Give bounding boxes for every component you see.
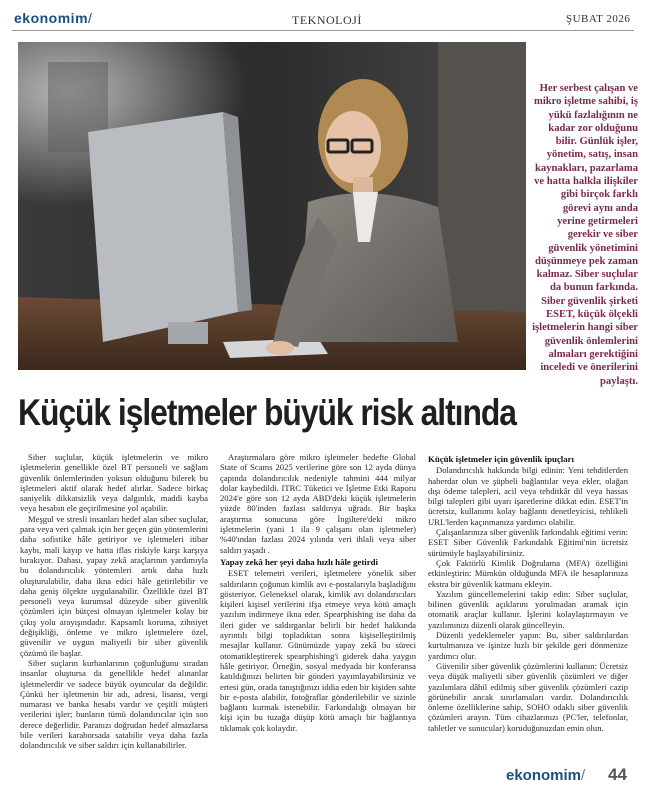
paragraph: Meşgul ve stresli insanları hedef alan siber suçlular, para veya veri çalmak için her geçen gün yöntemlerini daha sofistike hâle getiriyor ve işletmeleri itibar kaybı, mali kayıp ve hatta iflas riskiyle karşı karşıya bırakıyor. Dahası, yapay zekâ araçlarının yardımıyla bu dolandırıcılık yöntemleri artık daha hızlı oluşturulabilir, daha ikna edici hâle getirilebilir ve daha geniş ölçekte uygulanabilir. Özellikle özel BT personeli veya kurumsal düzeyde siber güvenlik çözümleri için bütçesi olmayan işletmeler kolay bir çıkış yolu arayışındadır. Kapsamlı koruma, zihniyet değişikliği, önleme ve mikro işletmelere özel, güvenilir ve uygun maliyetli bir siber güvenlik çözümü ile başlar. [20,513,208,658]
paragraph: ESET telemetri verileri, işletmelere yönelik siber saldırıların çoğunun kimlik avı e-postalarıyla başladığını gösteriyor. Geleneksel olarak, kimlik avı dolandırıcıları kişileri kişisel verilerini ifşa etmeye veya kötü amaçlı yazılım indirmeye ikna eder. Spearphishing ise daha da ileri gider ve saldırganlar belirli bir hedef hakkında ayrıntılı bilgi topladıktan sonra kişiselleştirilmiş mesajlar kullanır. Günümüzde yapay zekâ bu süreci otomatikleştirerek spearphishing'i giderek daha yaygın hâle getiriyor. Örneğin, sosyal medyada bir konferansa katıldığınızı belirten bir gönderi yayımlayabilirsiniz ve ertesi gün, orada tanıştığınızı iddia eden bir kişiden sahte bir e-posta alabilir, fotoğraflar gönderilebilir ve sizinle bağlantı kurmak istenebilir. Farkındalığı olmayan bir kişi için bu tuzağa düşüp kötü amaçlı bir bağlantıya tıklamak çok kolaydır. [220,568,416,733]
paragraph: Araştırmalara göre mikro işletmeler hedefte Global State of Scams 2025 verilerine göre son 12 ayda dünya çapında dolandırıcılık nedeniyle tahmini 444 milyar dolar kaybedildi. ITRC Tüketici ve İşletme Etki Raporu 2024'e göre son 12 ayda ABD'deki küçük işletmelerin yüzde 80'inden fazlası saldırıya uğradı. Bir başka araştırma sonucuna göre İngiltere'deki mikro işletmelerin (yani 1 ila 9 çalışanı olan işletmeler) %40'ından fazlası 2024 yılında veri ihlali veya siber saldırı yaşadı . [220,452,416,555]
logo-slash: / [88,10,93,26]
paragraph: Güvenilir siber güvenlik çözümlerini kullanın: Ücretsiz veya düşük maliyetli siber güvenlik çözümleri ve diğer yazılımlara dâhil edilmiş siber güvenlik çözümleri cazip görünebilir ancak sınırlamaları vardır. Dolandırıcılık önleme özelliklerine sahip, SOHO odaklı siber güvenlik çözümleri arayın. Tüm cihazlarınızı (PC'ler, telefonlar, tabletler ve sunucular) koruduğunuzdan emin olun. [428,660,628,733]
header-logo [14,10,92,26]
photo-illustration [18,42,526,370]
paragraph: Çalışanlarınıza siber güvenlik farkındalık eğitimi verin: ESET Siber Güvenlik Farkındalık Eğitimi'nin ücretsiz sürümüyle başlayabilirsiniz. [428,527,628,558]
woman-at-computer-photo [18,42,526,370]
footer-logo [506,767,585,784]
footer-slash: / [581,767,586,784]
footer-logo-text: ekonomim [506,767,582,784]
column-2 [220,452,416,733]
issue-date: ŞUBAT 2026 [566,13,631,25]
article-headline: Küçük işletmeler büyük risk altında [18,392,516,433]
paragraph: Çok Faktörlü Kimlik Doğrulama (MFA) özelliğini etkinleştirin: Mümkün olduğunda MFA ile hesaplarınıza ekstra bir güvenlik katmanı ekleyin. [428,557,628,589]
subheading: Yapay zekâ her şeyi daha hızlı hâle getirdi [220,556,378,567]
paragraph: Düzenli yedeklemeler yapın: Bu, siber saldırılardan kurtulmanıza ve işinize hızlı bir şekilde geri dönmenize yardımcı olur. [428,630,628,661]
section-label: TEKNOLOJİ [292,13,362,27]
header-rule [12,30,634,31]
paragraph: Dolandırıcılık hakkında bilgi edinin: Yeni tehditlerden haberdar olun ve şüpheli bağlantılar veya ekler, olağan dışı ödeme talepleri, acil veya tehditkâr dil veya hassas bilgi talepleri gibi uyarı işaretlerine dikkat edin. ESET'in ücretsiz, kullanımı kolay bağlantı denetleyicisi, tehlikeli URL'lerden kaçınmanıza yardımcı olabilir. [428,465,628,527]
column-1 [20,452,208,751]
subheading: Küçük işletmeler için güvenlik ipuçları [428,454,574,464]
pull-quote: Her serbest çalışan ve mikro işletme sahibi, iş yükü fazlalığının ne kadar zor olduğunu bilir. Günlük işler, yönetim, satış, insan kaynakları, pazarlama ve hatta halkla ilişkiler gibi birçok farklı görevi aynı anda yerine getirmeleri gerekir ve siber güvenlik yönetimini düşünmeye pek zaman kalmaz. Siber suçlular da bunun farkında. Siber güvenlik şirketi ESET, küçük ölçekli işletmelerin hangi siber güvenlik önlemlerini almaları gerektiğini inceledi ve önerilerini paylaştı. [532,83,638,387]
page-number: 44 [608,765,627,784]
paragraph: Siber suçların kurbanlarının çoğunluğunu sıradan insanlar oluştursa da genellikle hedef alınanlar işletmelerdir ve sadece büyük oyuncular da değildir. Çünkü her işletmenin bir adı, adresi, lisansı, vergi numarası ve banka hesabı vardır ve çeşitli müşteri verilerini işler; bunların tümü dolandırıcılar için son derece değerlidir. Paranızı doğrudan hedef almazlarsa bile verileri karaborsada satabilir veya daha fazla dolandırıcılık ve siber saldırı için kullanabilirler. [20,657,208,751]
column-3 [428,452,628,733]
paragraph: Yazılım güncellemelerini takip edin: Siber suçlular, bilinen güvenlik açıklarını yorulmadan aramak için otomatik araçlar kullanır. İşlerini kolaylaştırmayın ve yazılımınızı düzenli olarak güncelleyin. [428,588,628,630]
logo-text: ekonomim [14,10,89,26]
paragraph: Siber suçlular, küçük işletmelerin ve mikro işletmelerin genellikle özel BT personeli ve sağlam güvenlik önlemlerinden yoksun olduğunu bilerek bu işletmeleri aktif olarak hedef alırlar. Sadece birkaç saniyelik dikkatsizlik veya dalgınlık, maddi kayba veya hesabın ele geçirilmesine yol açabilir. [20,452,208,514]
